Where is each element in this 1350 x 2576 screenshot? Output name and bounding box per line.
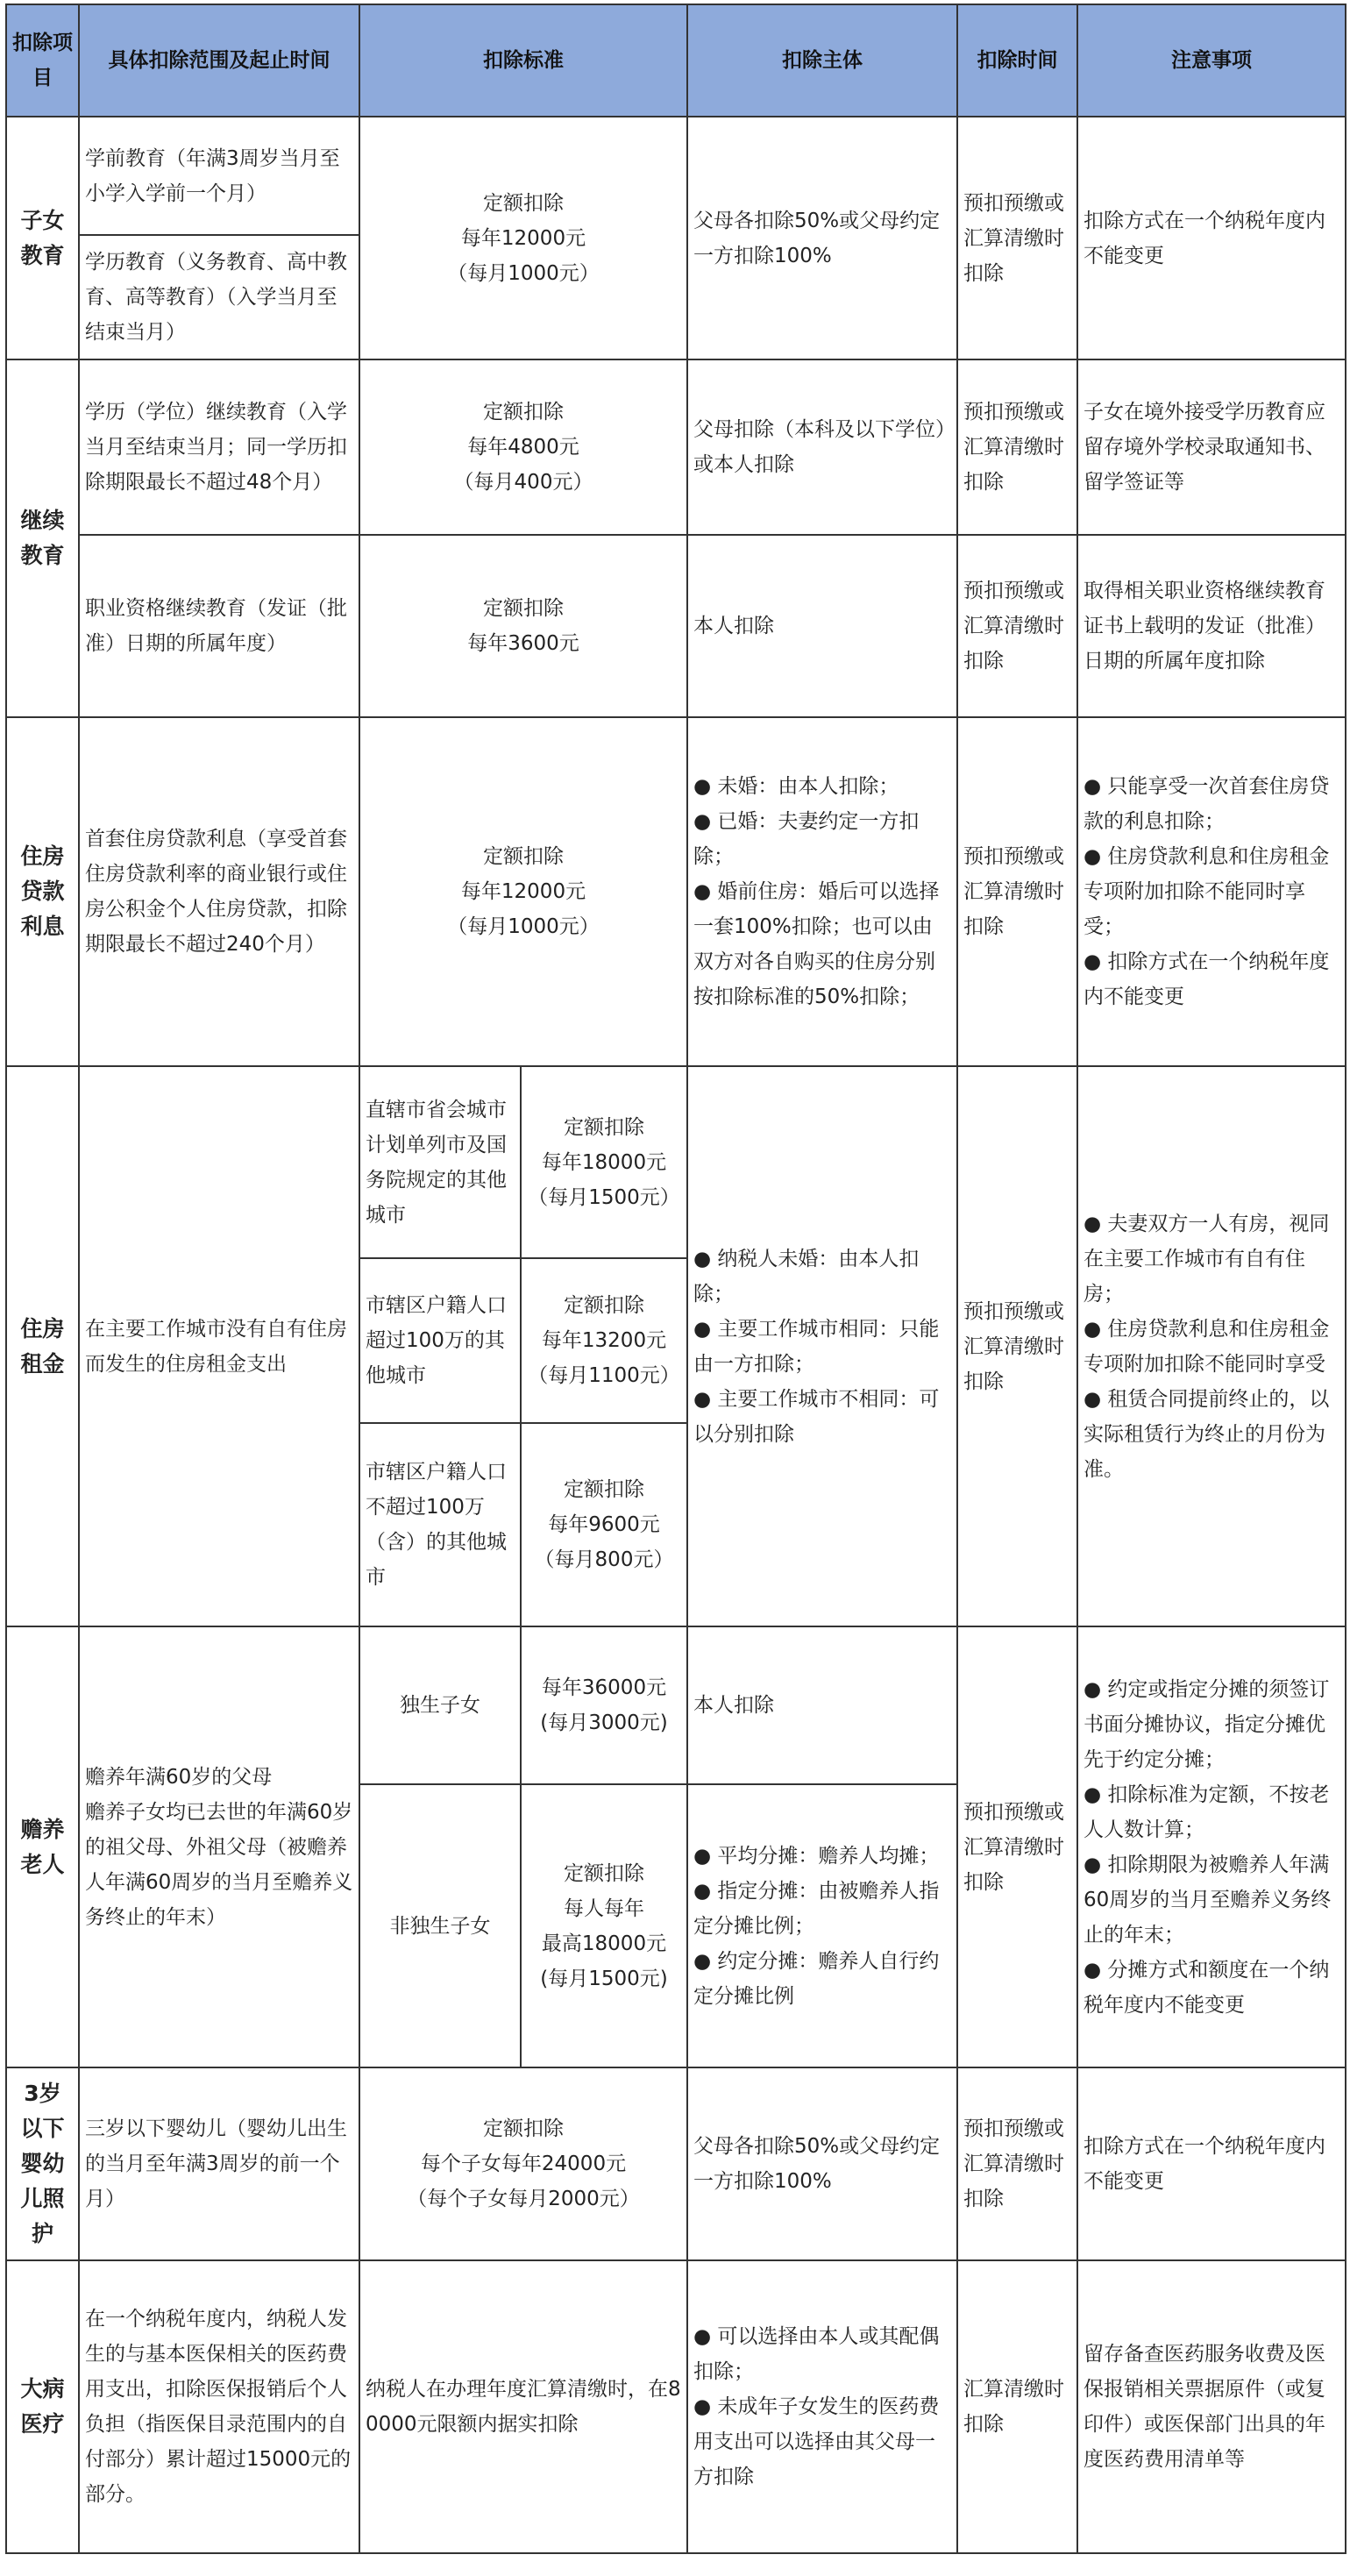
standard-cell xyxy=(521,1423,687,1626)
bullet-item: ● 租赁合同提前终止的，以实际租赁行为终止的月份为准。 xyxy=(1084,1387,1330,1481)
notes-cell: 扣除方式在一个纳税年度内不能变更 xyxy=(1077,117,1346,359)
bullet-item: ● 婚前住房：婚后可以选择一套100%扣除；也可以由双方对各自购买的住房分别按扣除标准的50%扣除； xyxy=(693,880,940,1008)
standard-line: 定额扣除 xyxy=(564,1478,644,1501)
scope-cell: 学历（学位）继续教育（入学当月至结束当月；同一学历扣除期限最长不超过48个月） xyxy=(79,359,359,535)
bullet-item: ● 未成年子女发生的医药费用支出可以选择由其父母一方扣除 xyxy=(693,2395,940,2488)
standard-line: (每月3000元) xyxy=(540,1711,668,1734)
scope-cell: 三岁以下婴幼儿（婴幼儿出生的当月至年满3周岁的前一个月） xyxy=(79,2067,359,2260)
notes-cell: 留存备查医药服务收费及医保报销相关票据原件（或复印件）或医保部门出具的年度医药费用清单等 xyxy=(1077,2260,1346,2553)
time-cell: 预扣预缴或汇算清缴时扣除 xyxy=(957,359,1077,535)
bullet-item: ● 只能享受一次首套住房贷款的利息扣除； xyxy=(1084,775,1330,833)
category-cell: 3岁以下婴幼儿照护 xyxy=(6,2067,79,2260)
standard-line: 每年12000元 xyxy=(460,880,586,903)
category-cell: 继续教育 xyxy=(6,359,79,717)
standard-line: 每年9600元 xyxy=(548,1513,660,1536)
time-cell: 预扣预缴或汇算清缴时扣除 xyxy=(957,117,1077,359)
child-type-cell: 非独生子女 xyxy=(359,1784,521,2067)
scope-cell: 首套住房贷款利息（享受首套住房贷款利率的商业银行或住房公积金个人住房贷款，扣除期限最长不超过240个月） xyxy=(79,717,359,1066)
scope-cell xyxy=(79,1626,359,2067)
table-row xyxy=(6,117,1346,235)
city-tier-cell: 市辖区户籍人口超过100万的其他城市 xyxy=(359,1258,521,1423)
bullet-item: ● 扣除方式在一个纳税年度内不能变更 xyxy=(1084,950,1330,1008)
bullet-item: ● 可以选择由本人或其配偶扣除； xyxy=(693,2325,940,2383)
standard-cell xyxy=(359,717,687,1066)
bullet-item: ● 分摊方式和额度在一个纳税年度内不能变更 xyxy=(1084,1958,1330,2017)
standard-line: （每月1000元） xyxy=(447,261,600,285)
bullet-item: ● 扣除期限为被赡养人年满60周岁的当月至赡养义务终止的年末； xyxy=(1084,1853,1332,1946)
standard-line: 每年4800元 xyxy=(467,436,579,459)
standard-line: 定额扣除 xyxy=(483,2117,564,2140)
standard-line: 每年3600元 xyxy=(467,632,579,655)
subject-cell: 父母各扣除50%或父母约定一方扣除100% xyxy=(687,117,957,359)
scope-cell: 学前教育（年满3周岁当月至小学入学前一个月） xyxy=(79,117,359,235)
time-cell: 预扣预缴或汇算清缴时扣除 xyxy=(957,1066,1077,1626)
standard-line: 每年13200元 xyxy=(541,1329,667,1352)
notes-cell xyxy=(1077,1066,1346,1626)
scope-cell: 学历教育（义务教育、高中教育、高等教育）（入学当月至结束当月） xyxy=(79,235,359,359)
standard-cell xyxy=(359,535,687,717)
standard-line: （每月800元） xyxy=(534,1548,674,1571)
scope-cell: 职业资格继续教育（发证（批准）日期的所属年度） xyxy=(79,535,359,717)
category-cell: 住房租金 xyxy=(6,1066,79,1626)
standard-cell: 纳税人在办理年度汇算清缴时，在80000元限额内据实扣除 xyxy=(359,2260,687,2553)
header-standard: 扣除标准 xyxy=(359,4,687,117)
subject-cell: 父母各扣除50%或父母约定一方扣除100% xyxy=(687,2067,957,2260)
subject-cell: 父母扣除（本科及以下学位）或本人扣除 xyxy=(687,359,957,535)
standard-line: （每月400元） xyxy=(453,471,593,494)
bullet-item: ● 纳税人未婚：由本人扣除； xyxy=(693,1247,920,1306)
standard-line: 每年12000元 xyxy=(460,226,586,250)
table-row xyxy=(6,359,1346,535)
notes-cell: 取得相关职业资格继续教育证书上载明的发证（批准）日期的所属年度扣除 xyxy=(1077,535,1346,717)
standard-line: 定额扣除 xyxy=(564,1861,644,1885)
standard-line: （每个子女每月2000元） xyxy=(407,2188,640,2210)
standard-cell xyxy=(359,359,687,535)
standard-line: 每人每年 xyxy=(564,1896,644,1920)
child-type-cell: 独生子女 xyxy=(359,1626,521,1784)
header-subject: 扣除主体 xyxy=(687,4,957,117)
time-cell: 汇算清缴时扣除 xyxy=(957,2260,1077,2553)
time-cell: 预扣预缴或汇算清缴时扣除 xyxy=(957,535,1077,717)
scope-cell: 在一个纳税年度内，纳税人发生的与基本医保相关的医药费用支出，扣除医保报销后个人负担（指医保目录范围内的自付部分）累计超过15000元的部分。 xyxy=(79,2260,359,2553)
header-time: 扣除时间 xyxy=(957,4,1077,117)
standard-cell xyxy=(521,1784,687,2067)
bullet-item: ● 主要工作城市不相同：可以分别扣除 xyxy=(693,1387,940,1446)
deduction-table xyxy=(5,4,1346,2554)
subject-cell xyxy=(687,1066,957,1626)
standard-line: 每年36000元 xyxy=(541,1676,667,1699)
bullet-item: ● 未婚：由本人扣除； xyxy=(693,775,899,798)
standard-line: 定额扣除 xyxy=(483,845,564,868)
bullet-item: ● 平均分摊：赡养人均摊； xyxy=(693,1844,940,1868)
standard-line: 定额扣除 xyxy=(483,191,564,215)
city-tier-cell: 直辖市省会城市计划单列市及国务院规定的其他城市 xyxy=(359,1066,521,1258)
scope-line: 赡养子女均已去世的年满60岁的祖父母、外祖父母（被赡养人年满60周岁的当月至赡养义务终止的年末） xyxy=(85,1800,353,1929)
bullet-item: ● 夫妻双方一人有房，视同在主要工作城市有自有住房； xyxy=(1084,1212,1330,1306)
table-row xyxy=(6,1626,1346,1784)
standard-line: 定额扣除 xyxy=(564,1294,644,1317)
subject-cell xyxy=(687,2260,957,2553)
subject-cell xyxy=(687,717,957,1066)
table-row xyxy=(6,2067,1346,2260)
standard-cell xyxy=(521,1066,687,1258)
time-cell: 预扣预缴或汇算清缴时扣除 xyxy=(957,1626,1077,2067)
standard-line: 每个子女每年24000元 xyxy=(420,2153,627,2175)
time-cell: 预扣预缴或汇算清缴时扣除 xyxy=(957,717,1077,1066)
city-tier-cell: 市辖区户籍人口不超过100万（含）的其他城市 xyxy=(359,1423,521,1626)
bullet-item: ● 住房贷款利息和住房租金专项附加扣除不能同时享受 xyxy=(1084,1317,1330,1376)
notes-cell xyxy=(1077,1626,1346,2067)
header-scope: 具体扣除范围及起止时间 xyxy=(79,4,359,117)
header-notes: 注意事项 xyxy=(1077,4,1346,117)
standard-line: （每月1500元） xyxy=(528,1185,680,1209)
bullet-item: ● 约定或指定分摊的须签订书面分摊协议，指定分摊优先于约定分摊； xyxy=(1084,1677,1330,1771)
scope-cell: 在主要工作城市没有自有住房而发生的住房租金支出 xyxy=(79,1066,359,1626)
standard-line: 定额扣除 xyxy=(483,401,564,423)
bullet-item: ● 指定分摊：由被赡养人指定分摊比例； xyxy=(693,1879,940,1938)
time-cell: 预扣预缴或汇算清缴时扣除 xyxy=(957,2067,1077,2260)
bullet-item: ● 主要工作城市相同：只能由一方扣除； xyxy=(693,1317,940,1376)
category-cell: 子女教育 xyxy=(6,117,79,359)
standard-line: (每月1500元) xyxy=(540,1967,668,1990)
standard-line: 最高18000元 xyxy=(541,1932,667,1955)
header-row xyxy=(6,4,1346,117)
category-cell: 住房贷款利息 xyxy=(6,717,79,1066)
subject-cell: 本人扣除 xyxy=(687,535,957,717)
bullet-item: ● 住房贷款利息和住房租金专项附加扣除不能同时享受； xyxy=(1084,845,1330,938)
notes-cell: 扣除方式在一个纳税年度内不能变更 xyxy=(1077,2067,1346,2260)
notes-cell xyxy=(1077,717,1346,1066)
standard-line: 每年18000元 xyxy=(541,1150,667,1174)
standard-line: （每月1000元） xyxy=(447,915,600,938)
bullet-item: ● 已婚：夫妻约定一方扣除； xyxy=(693,810,920,868)
category-cell: 大病医疗 xyxy=(6,2260,79,2553)
standard-cell xyxy=(521,1626,687,1784)
table-row xyxy=(6,535,1346,717)
subject-cell xyxy=(687,1784,957,2067)
standard-cell xyxy=(521,1258,687,1423)
category-cell: 赡养老人 xyxy=(6,1626,79,2067)
standard-cell xyxy=(359,2067,687,2260)
standard-line: 定额扣除 xyxy=(564,1115,644,1139)
header-item: 扣除项目 xyxy=(6,4,79,117)
standard-cell xyxy=(359,117,687,359)
subject-cell: 本人扣除 xyxy=(687,1626,957,1784)
standard-line: 定额扣除 xyxy=(483,597,564,620)
table-row xyxy=(6,1066,1346,1258)
standard-line: （每月1100元） xyxy=(528,1364,680,1387)
table-row xyxy=(6,717,1346,1066)
scope-line: 赡养年满60岁的父母 xyxy=(85,1765,273,1789)
notes-cell: 子女在境外接受学历教育应留存境外学校录取通知书、留学签证等 xyxy=(1077,359,1346,535)
bullet-item: ● 扣除标准为定额，不按老人人数计算； xyxy=(1084,1783,1330,1841)
bullet-item: ● 约定分摊：赡养人自行约定分摊比例 xyxy=(693,1949,940,2008)
table-row xyxy=(6,2260,1346,2553)
